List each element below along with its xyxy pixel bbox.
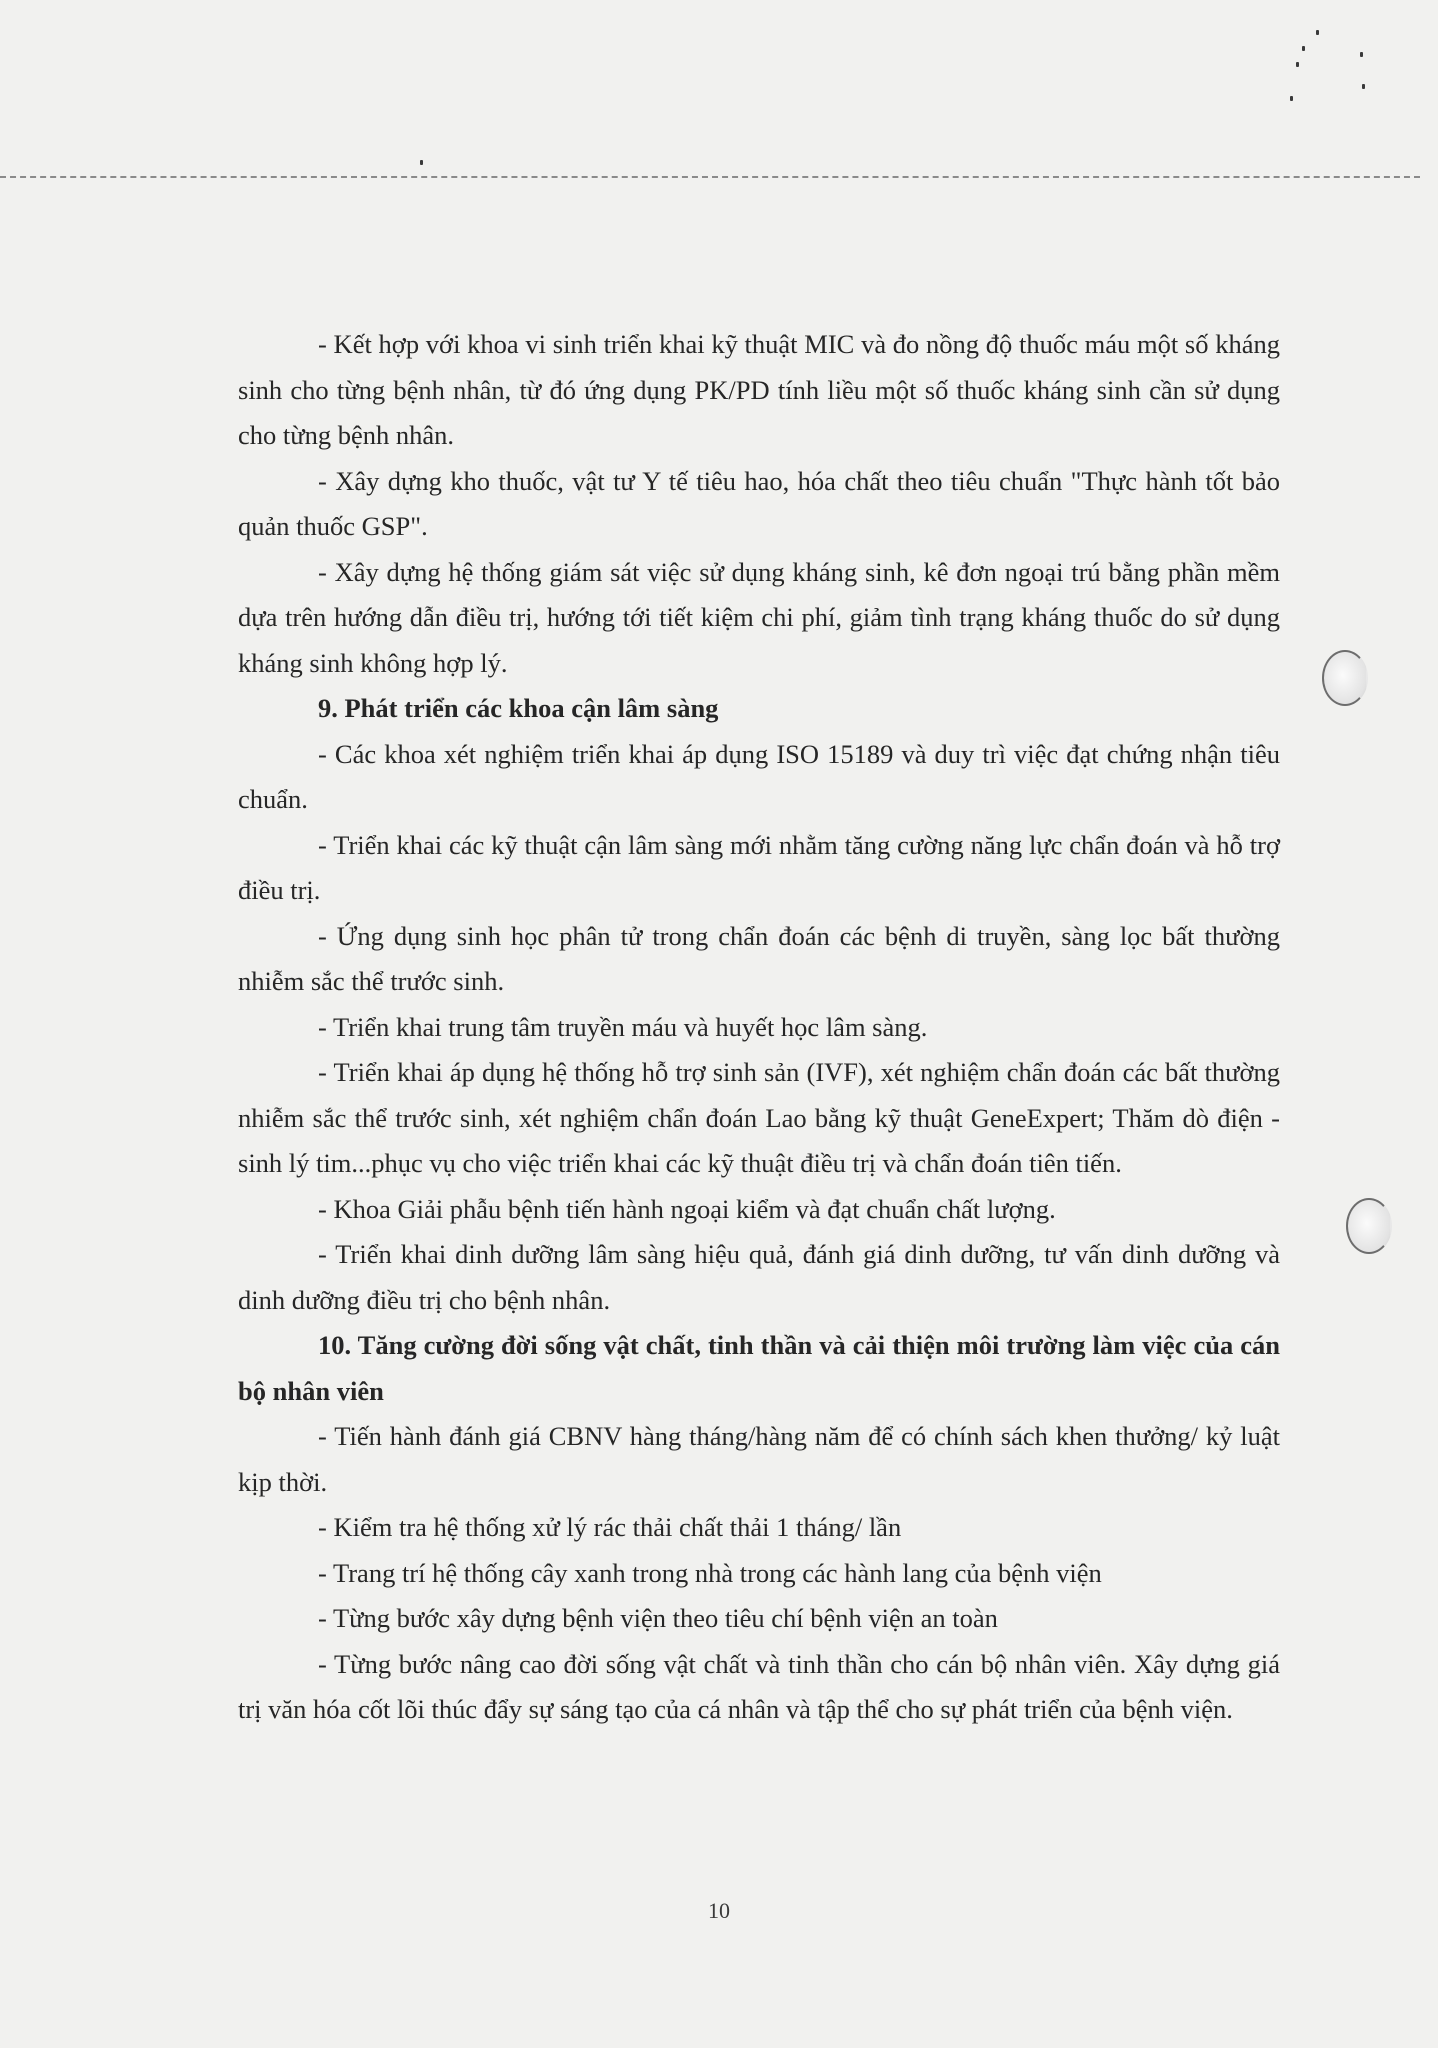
scan-speck bbox=[1362, 84, 1365, 89]
section-heading: 9. Phát triển các khoa cận lâm sàng bbox=[318, 693, 719, 723]
scan-speck bbox=[1302, 46, 1305, 51]
punch-hole-upper bbox=[1322, 650, 1368, 706]
paragraph: - Từng bước xây dựng bệnh viện theo tiêu chí bệnh viện an toàn bbox=[318, 1603, 998, 1633]
paragraph: - Kết hợp với khoa vi sinh triển khai kỹ thuật MIC và đo nồng độ thuốc máu một số kháng sinh cho từng bệnh nhân, từ đó ứng dụng PK/PD tính liều một số thuốc kháng sinh cần sử dụng cho từng bệnh nhân. bbox=[238, 329, 1280, 450]
paragraph: - Triển khai trung tâm truyền máu và huyết học lâm sàng. bbox=[318, 1011, 928, 1042]
paragraph: - Khoa Giải phẫu bệnh tiến hành ngoại kiểm và đạt chuẩn chất lượng. bbox=[318, 1193, 1056, 1224]
paragraph: - Kiểm tra hệ thống xử lý rác thải chất thải 1 tháng/ lần bbox=[318, 1512, 902, 1542]
scan-speck bbox=[1360, 52, 1363, 57]
document-body bbox=[238, 322, 1280, 1733]
paragraph: - Từng bước nâng cao đời sống vật chất và tinh thần cho cán bộ nhân viên. Xây dựng giá trị văn hóa cốt lõi thúc đẩy sự sáng tạo của cá nhân và tập thể cho sự phát triển của bệnh viện. bbox=[238, 1648, 1280, 1724]
paragraph: - Tiến hành đánh giá CBNV hàng tháng/hàng năm để có chính sách khen thưởng/ kỷ luật kịp thời. bbox=[238, 1421, 1280, 1497]
paragraph: - Xây dựng kho thuốc, vật tư Y tế tiêu hao, hóa chất theo tiêu chuẩn "Thực hành tốt bảo quản thuốc GSP". bbox=[238, 465, 1280, 541]
scan-speck bbox=[1316, 30, 1319, 35]
paragraph: - Ứng dụng sinh học phân tử trong chẩn đoán các bệnh di truyền, sàng lọc bất thường nhiễm sắc thể trước sinh. bbox=[238, 920, 1280, 996]
section-heading: 10. Tăng cường đời sống vật chất, tinh thần và cải thiện môi trường làm việc của cán bộ nhân viên bbox=[238, 1330, 1280, 1406]
paragraph: - Triển khai các kỹ thuật cận lâm sàng mới nhằm tăng cường năng lực chẩn đoán và hỗ trợ điều trị. bbox=[238, 829, 1280, 905]
scan-speck bbox=[1290, 96, 1293, 101]
scan-speck bbox=[1296, 62, 1299, 67]
paragraph: - Các khoa xét nghiệm triển khai áp dụng ISO 15189 và duy trì việc đạt chứng nhận tiêu chuẩn. bbox=[238, 738, 1280, 814]
paragraph: - Triển khai dinh dưỡng lâm sàng hiệu quả, đánh giá dinh dưỡng, tư vấn dinh dưỡng và dinh dưỡng điều trị cho bệnh nhân. bbox=[238, 1239, 1280, 1315]
paragraph: - Xây dựng hệ thống giám sát việc sử dụng kháng sinh, kê đơn ngoại trú bằng phần mềm dựa trên hướng dẫn điều trị, hướng tới tiết kiệm chi phí, giảm tình trạng kháng thuốc do sử dụng kháng sinh không hợp lý. bbox=[238, 556, 1280, 678]
punch-hole-lower bbox=[1346, 1198, 1392, 1254]
scan-speck bbox=[420, 160, 423, 165]
page-number: 10 bbox=[708, 1898, 730, 1923]
paragraph: - Trang trí hệ thống cây xanh trong nhà trong các hành lang của bệnh viện bbox=[318, 1557, 1102, 1588]
header-divider bbox=[0, 176, 1420, 178]
paragraph: - Triển khai áp dụng hệ thống hỗ trợ sinh sản (IVF), xét nghiệm chẩn đoán các bất thường nhiễm sắc thể trước sinh, xét nghiệm chẩn đoán Lao bằng kỹ thuật GeneExpert; Thăm dò điện - sinh lý tim...phục vụ cho việc triển khai các kỹ thuật điều trị và chẩn đoán tiên tiến. bbox=[238, 1057, 1280, 1178]
